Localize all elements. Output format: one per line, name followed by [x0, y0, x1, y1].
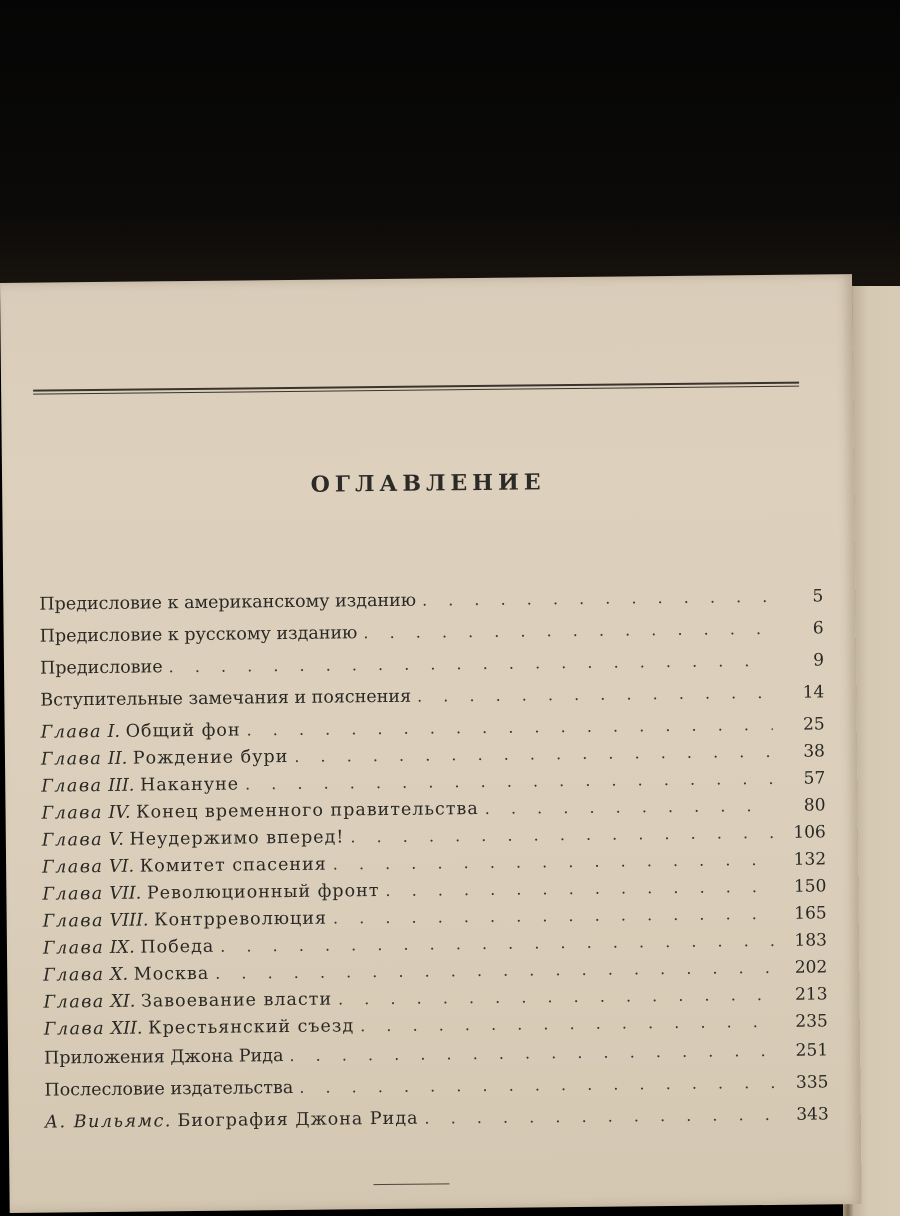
page-number: 165	[794, 903, 827, 924]
book-page	[0, 274, 862, 1213]
table-of-contents	[39, 586, 829, 1144]
dot-leader	[424, 1105, 776, 1128]
chapter-title: Комитет спасения	[139, 854, 327, 877]
chapter-title: Завоевание власти	[140, 989, 333, 1012]
chapter-label	[42, 881, 379, 905]
chapter-number: XII.	[110, 1018, 143, 1039]
chapter-number: VIII.	[109, 910, 149, 931]
chapter-label	[42, 827, 345, 850]
dot-leader	[338, 985, 776, 1009]
chapter-number: III.	[108, 775, 135, 796]
chapter-word: Глава	[41, 775, 103, 797]
chapter-word: Глава	[40, 721, 103, 743]
dot-leader	[385, 877, 774, 900]
chapter-label	[41, 775, 239, 797]
chapter-number: IV.	[108, 802, 131, 823]
chapter-label	[44, 1016, 355, 1039]
page-number: 6	[812, 618, 824, 639]
page-number: 9	[813, 650, 825, 671]
chapter-number: IX.	[109, 937, 135, 958]
chapter-title: Общий фон	[125, 720, 241, 742]
page-number: 80	[803, 795, 826, 816]
chapter-number: I.	[107, 721, 121, 742]
chapter-number: VI.	[108, 856, 135, 877]
page-number: 132	[793, 849, 827, 870]
chapter-label	[43, 937, 214, 959]
chapter-title: Победа	[140, 936, 215, 958]
dot-leader	[246, 715, 772, 740]
biography-title: Биография Джона Рида	[177, 1108, 419, 1132]
dot-leader	[485, 796, 774, 818]
chapter-label	[43, 909, 327, 932]
chapter-word: Глава	[42, 910, 105, 932]
chapter-word: Глава	[43, 1018, 106, 1040]
toc-entry-label: Приложения Джона Рида	[44, 1046, 284, 1069]
biography-author: А. Вильямс.	[44, 1111, 173, 1133]
chapter-label	[41, 747, 289, 770]
dot-leader	[294, 742, 773, 766]
chapter-number: II.	[107, 748, 128, 769]
page-number: 57	[803, 768, 826, 789]
dot-leader	[363, 619, 771, 642]
chapter-title: Неудержимо вперед!	[129, 827, 345, 850]
biography-label	[45, 1109, 419, 1133]
page-number: 343	[796, 1104, 829, 1125]
chapter-title: Накануне	[139, 774, 240, 796]
dot-leader	[289, 1041, 776, 1065]
dark-background	[0, 0, 900, 300]
chapter-word: Глава	[41, 802, 103, 824]
chapter-number: V.	[108, 829, 124, 850]
page-number: 183	[794, 930, 828, 951]
page-number: 235	[795, 1011, 828, 1032]
chapter-title: Конец временного правительства	[135, 799, 479, 823]
chapter-word: Глава	[41, 829, 104, 851]
toc-entry-label: Вступительные замечания и пояснения	[40, 686, 412, 711]
dot-leader	[417, 683, 772, 706]
dot-leader	[360, 1012, 776, 1035]
chapter-word: Глава	[43, 991, 105, 1013]
dot-leader	[422, 587, 771, 610]
chapter-title: Рождение бури	[132, 747, 289, 769]
page-number: 25	[802, 714, 825, 735]
chapter-word: Глава	[43, 964, 105, 986]
chapter-label	[43, 964, 209, 986]
dot-leader	[299, 1073, 776, 1097]
chapter-label	[41, 799, 478, 824]
chapter-word: Глава	[42, 883, 104, 905]
toc-entry-label: Предисловие	[39, 657, 163, 679]
chapter-word: Глава	[40, 748, 103, 770]
page-number: 202	[794, 957, 828, 978]
chapter-number: XI.	[110, 991, 136, 1012]
chapter-word: Глава	[42, 856, 104, 878]
chapter-title: Контрреволюция	[153, 908, 328, 931]
toc-entry-label: Предисловие к русскому изданию	[39, 623, 358, 647]
page-title: ОГЛАВЛЕНИЕ	[310, 469, 546, 498]
chapter-label	[42, 855, 327, 878]
top-double-rule	[33, 382, 799, 395]
page-number: 106	[793, 822, 826, 843]
toc-entry	[45, 1104, 829, 1144]
chapter-label	[41, 721, 241, 743]
bottom-rule	[373, 1183, 449, 1185]
page-number: 213	[794, 984, 828, 1005]
page-number: 335	[795, 1072, 829, 1093]
dot-leader	[350, 823, 774, 846]
page-number: 5	[812, 586, 824, 607]
toc-entry-label: Предисловие к американскому изданию	[39, 590, 417, 615]
page-number: 14	[802, 682, 825, 703]
chapter-word: Глава	[42, 937, 105, 959]
chapter-title: Революционный фронт	[146, 881, 380, 904]
chapter-number: VII.	[109, 883, 142, 904]
dot-leader	[333, 850, 775, 874]
chapter-label	[43, 990, 332, 1013]
page-number: 150	[793, 876, 827, 897]
page-number: 251	[795, 1040, 829, 1061]
chapter-title: Москва	[133, 963, 210, 985]
chapter-number: X.	[110, 964, 129, 985]
toc-entry-label: Послесловие издательства	[44, 1077, 294, 1101]
chapter-title: Крестьянский съезд	[148, 1016, 355, 1039]
dot-leader	[333, 904, 775, 928]
page-number: 38	[803, 741, 826, 762]
